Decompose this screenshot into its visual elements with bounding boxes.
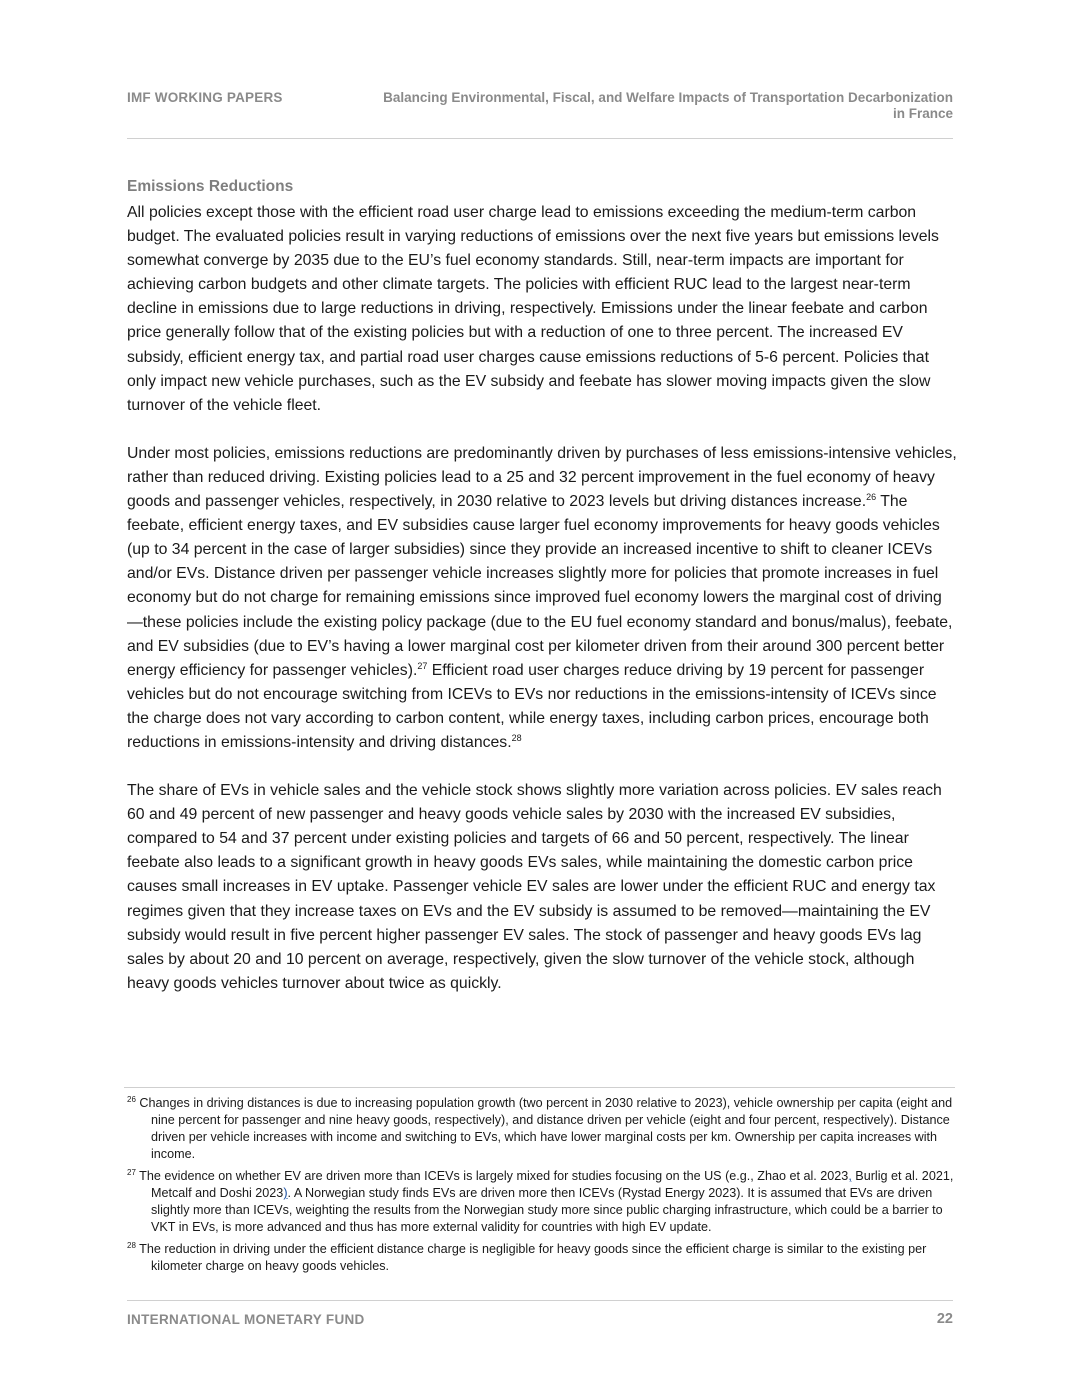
footnote-27 — [124, 1168, 955, 1236]
footnote-number: 27 — [127, 1168, 136, 1177]
footnotes — [124, 1087, 955, 1280]
footnote-26 — [124, 1095, 955, 1163]
footnote-text: Changes in driving distances is due to increasing population growth (two percent in 2030 relative to 2023), vehicle ownership per capita (eight and nine percent for passenger and nine heavy goods, respectively), and distance driven per vehicle (eight and four percent, respectively). Distance driven per vehicle increases with income and switching to EVs, which have lower marginal costs per km. Ownership per capita increases with income. — [135, 1096, 953, 1161]
citation-link-zhao[interactable]: , — [848, 1169, 852, 1183]
paragraph-2-text-c: Efficient road user charges reduce driving by 19 percent for passenger vehicles but do not encourage switching from ICEVs to EVs nor reductions in the emissions-intensity of ICEVs since the charge does not vary according to carbon content, while energy taxes, including carbon prices, encourage both reductions in emissions-intensity and driving distances. — [127, 661, 937, 751]
footnote-ref-27[interactable]: 27 — [417, 660, 428, 671]
footnote-ref-28[interactable]: 28 — [511, 732, 522, 743]
page-number: 22 — [936, 1311, 953, 1327]
page-footer — [127, 1300, 953, 1335]
main-content — [127, 177, 957, 1020]
footnote-text: The reduction in driving under the efficient distance charge is negligible for heavy goods since the efficient charge is similar to the existing per kilometer charge on heavy goods vehicles. — [135, 1242, 927, 1273]
footnote-text-b: Burlig et al. 2021, Metcalf and Doshi 2023 — [151, 1169, 954, 1200]
paper-title — [333, 90, 953, 122]
paragraph-3: The share of EVs in vehicle sales and the vehicle stock shows slightly more variation across policies. EV sales reach 60 and 49 percent of new passenger and heavy goods vehicle sales by 2030 with the increased EV subsidies, compared to 54 and 37 percent under existing policies and targets of 66 and 50 percent, respectively. The linear feebate also leads to a significant growth in heavy goods EVs sales, while maintaining the domestic carbon price causes small increases in EV uptake. Passenger vehicle EV sales are lower under the efficient RUC and energy tax regimes given that they increase taxes on EVs and the EV subsidy is assumed to be removed—maintaining the EV subsidy would result in five percent higher passenger EV sales. The stock of passenger and heavy goods EVs lag sales by about 20 and 10 percent on average, respectively, given the slow turnover of the vehicle stock, although heavy goods vehicles turnover about twice as quickly. — [127, 782, 942, 992]
publisher-label: INTERNATIONAL MONETARY FUND — [127, 1312, 365, 1327]
footnote-number: 28 — [127, 1241, 136, 1250]
footnote-text-a: The evidence on whether EV are driven more than ICEVs is largely mixed for studies focusing on the US (e.g., Zhao et al. 2023 — [135, 1169, 849, 1183]
paragraph-2-text-a: Under most policies, emissions reductions are predominantly driven by purchases of less emissions-intensive vehicles, rather than reduced driving. Existing policies lead to a 25 and 32 percent improvement in the fuel economy of heavy goods and passenger vehicles, respectively, in 2030 relative to 2023 levels but driving distances increase. — [127, 444, 957, 511]
series-label: IMF WORKING PAPERS — [127, 90, 283, 105]
footnote-ref-26[interactable]: 26 — [866, 492, 877, 503]
footnote-number: 26 — [127, 1095, 136, 1104]
section-heading: Emissions Reductions — [127, 178, 294, 195]
paragraph-1: All policies except those with the efficient road user charge lead to emissions exceeding the medium-term carbon budget. The evaluated policies result in varying reductions of emissions over the next five years but emissions levels somewhat converge by 2035 due to the EU’s fuel economy standards. Still, near-term impacts are important for achieving carbon budgets and other climate targets. The policies with efficient RUC lead to the largest near-term decline in emissions due to large reductions in driving, respectively. Emissions under the linear feebate and carbon price generally follow that of the existing policies but with a reduction of one to three percent. The increased EV subsidy, efficient energy tax, and partial road user charges cause emissions reductions of 5-6 percent. Policies that only impact new vehicle purchases, such as the EV subsidy and feebate has slower moving impacts given the slow turnover of the vehicle fleet. — [127, 204, 939, 414]
paragraph-2 — [127, 442, 957, 755]
page-header — [127, 88, 953, 139]
footnote-text-c: . A Norwegian study finds EVs are driven more then ICEVs (Rystad Energy 2023). It is assumed that EVs are driven slightly more than ICEVs, weighting the results from the Norwegian study more since public charging infrastructure, which could be a barrier to VKT in EVs, is more advanced and thus has more external validity for countries with high EV update. — [151, 1186, 943, 1234]
paper-title-line-1: Balancing Environmental, Fiscal, and Welfare Impacts of Transportation Decarbonization — [383, 90, 953, 105]
citation-link-metcalf[interactable]: ) — [283, 1186, 288, 1200]
paragraph-2-text-b: The feebate, efficient energy taxes, and EV subsidies cause larger fuel economy improvements for heavy goods vehicles (up to 34 percent in the case of larger subsidies) since they provide an increased incentive to shift to cleaner ICEVs and/or EVs. Distance driven per passenger vehicle increases slightly more for policies that promote increases in fuel economy but do not charge for remaining emissions since improved fuel economy lowers the marginal cost of driving—these policies include the existing policy package (due to the EU fuel economy standard and bonus/malus), feebate, and EV subsidies (due to EV’s having a lower marginal cost per kilometer driven from their around 300 percent better energy efficiency for passenger vehicles). — [127, 493, 953, 679]
footnote-28 — [124, 1241, 955, 1275]
paper-title-line-2: in France — [892, 106, 953, 121]
